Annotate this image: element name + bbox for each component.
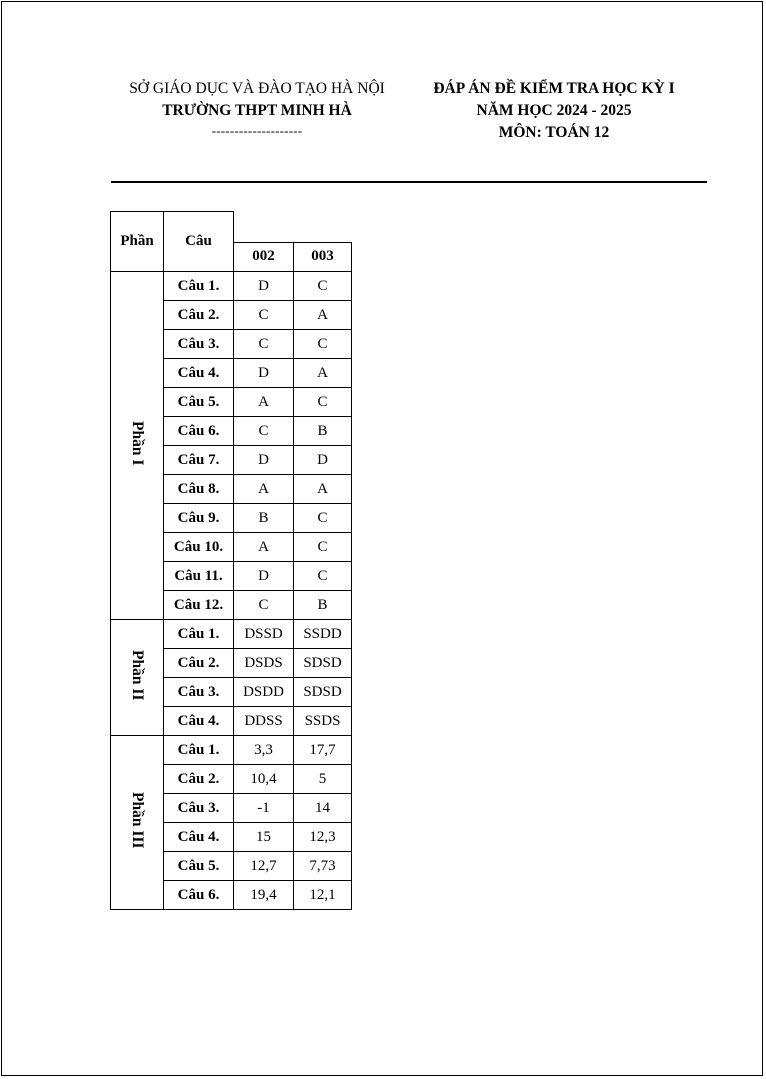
question-number: Câu 1. xyxy=(164,736,234,765)
answer-002: 15 xyxy=(234,823,294,852)
question-number: Câu 6. xyxy=(164,881,234,910)
answer-003: 5 xyxy=(294,765,352,794)
answer-003: C xyxy=(294,388,352,417)
question-number: Câu 2. xyxy=(164,649,234,678)
question-number: Câu 1. xyxy=(164,272,234,301)
answer-003: A xyxy=(294,301,352,330)
answer-003: A xyxy=(294,359,352,388)
header-separator: -------------------- xyxy=(211,123,303,138)
section-label-cell xyxy=(111,620,164,736)
answer-003: SDSD xyxy=(294,649,352,678)
question-number: Câu 10. xyxy=(164,533,234,562)
answer-003: C xyxy=(294,562,352,591)
answer-002: C xyxy=(234,330,294,359)
header-right xyxy=(419,78,689,144)
answer-003: C xyxy=(294,504,352,533)
table-row xyxy=(111,620,352,649)
answer-003: C xyxy=(294,272,352,301)
section-label: Phần I xyxy=(129,420,146,466)
question-number: Câu 2. xyxy=(164,765,234,794)
answer-002: DSSD xyxy=(234,620,294,649)
code-002: 002 xyxy=(234,242,294,272)
question-number: Câu 5. xyxy=(164,852,234,881)
answer-table xyxy=(110,211,352,910)
section-label: Phần II xyxy=(129,649,146,701)
answer-002: A xyxy=(234,475,294,504)
question-number: Câu 3. xyxy=(164,794,234,823)
answer-002: DSDD xyxy=(234,678,294,707)
document-title: ĐÁP ÁN ĐỀ KIỂM TRA HỌC KỲ I xyxy=(433,80,675,97)
question-number: Câu 4. xyxy=(164,359,234,388)
header-cau: Câu xyxy=(164,212,234,272)
answer-002: DDSS xyxy=(234,707,294,736)
answer-002: A xyxy=(234,388,294,417)
header-spacer xyxy=(234,212,352,243)
answer-002: A xyxy=(234,533,294,562)
answer-003: 12,1 xyxy=(294,881,352,910)
answer-003: SSDS xyxy=(294,707,352,736)
header-rule xyxy=(111,181,707,183)
school-year: NĂM HỌC 2024 - 2025 xyxy=(476,102,632,119)
answer-002: 10,4 xyxy=(234,765,294,794)
answer-003: SDSD xyxy=(294,678,352,707)
question-number: Câu 6. xyxy=(164,417,234,446)
question-number: Câu 9. xyxy=(164,504,234,533)
answer-002: 3,3 xyxy=(234,736,294,765)
school-name: TRƯỜNG THPT MINH HÀ xyxy=(162,102,352,119)
question-number: Câu 8. xyxy=(164,475,234,504)
question-number: Câu 3. xyxy=(164,678,234,707)
section-label-cell xyxy=(111,272,164,620)
answer-002: D xyxy=(234,272,294,301)
answer-002: B xyxy=(234,504,294,533)
section-label: Phần III xyxy=(129,791,146,849)
answer-003: D xyxy=(294,446,352,475)
answer-002: C xyxy=(234,417,294,446)
header-phan: Phần xyxy=(111,212,164,272)
question-number: Câu 5. xyxy=(164,388,234,417)
answer-002: -1 xyxy=(234,794,294,823)
answer-003: B xyxy=(294,417,352,446)
answer-003: A xyxy=(294,475,352,504)
answer-002: 19,4 xyxy=(234,881,294,910)
answer-003: 14 xyxy=(294,794,352,823)
answer-003: 7,73 xyxy=(294,852,352,881)
answer-002: D xyxy=(234,562,294,591)
answer-003: 17,7 xyxy=(294,736,352,765)
section-label-cell xyxy=(111,736,164,910)
header-left xyxy=(115,78,399,140)
table-header-row xyxy=(111,212,352,243)
answer-003: 12,3 xyxy=(294,823,352,852)
answer-002: 12,7 xyxy=(234,852,294,881)
answer-002: C xyxy=(234,301,294,330)
answer-003: SSDD xyxy=(294,620,352,649)
question-number: Câu 11. xyxy=(164,562,234,591)
answer-003: C xyxy=(294,533,352,562)
department-name: SỞ GIÁO DỤC VÀ ĐÀO TẠO HÀ NỘI xyxy=(129,80,385,97)
subject: MÔN: TOÁN 12 xyxy=(498,124,610,141)
question-number: Câu 1. xyxy=(164,620,234,649)
question-number: Câu 7. xyxy=(164,446,234,475)
answer-003: B xyxy=(294,591,352,620)
answer-003: C xyxy=(294,330,352,359)
answer-002: C xyxy=(234,591,294,620)
answer-002: D xyxy=(234,446,294,475)
answer-002: D xyxy=(234,359,294,388)
answer-002: DSDS xyxy=(234,649,294,678)
question-number: Câu 4. xyxy=(164,823,234,852)
code-003: 003 xyxy=(294,242,352,272)
question-number: Câu 2. xyxy=(164,301,234,330)
question-number: Câu 12. xyxy=(164,591,234,620)
question-number: Câu 4. xyxy=(164,707,234,736)
table-row xyxy=(111,272,352,301)
question-number: Câu 3. xyxy=(164,330,234,359)
table-row xyxy=(111,736,352,765)
